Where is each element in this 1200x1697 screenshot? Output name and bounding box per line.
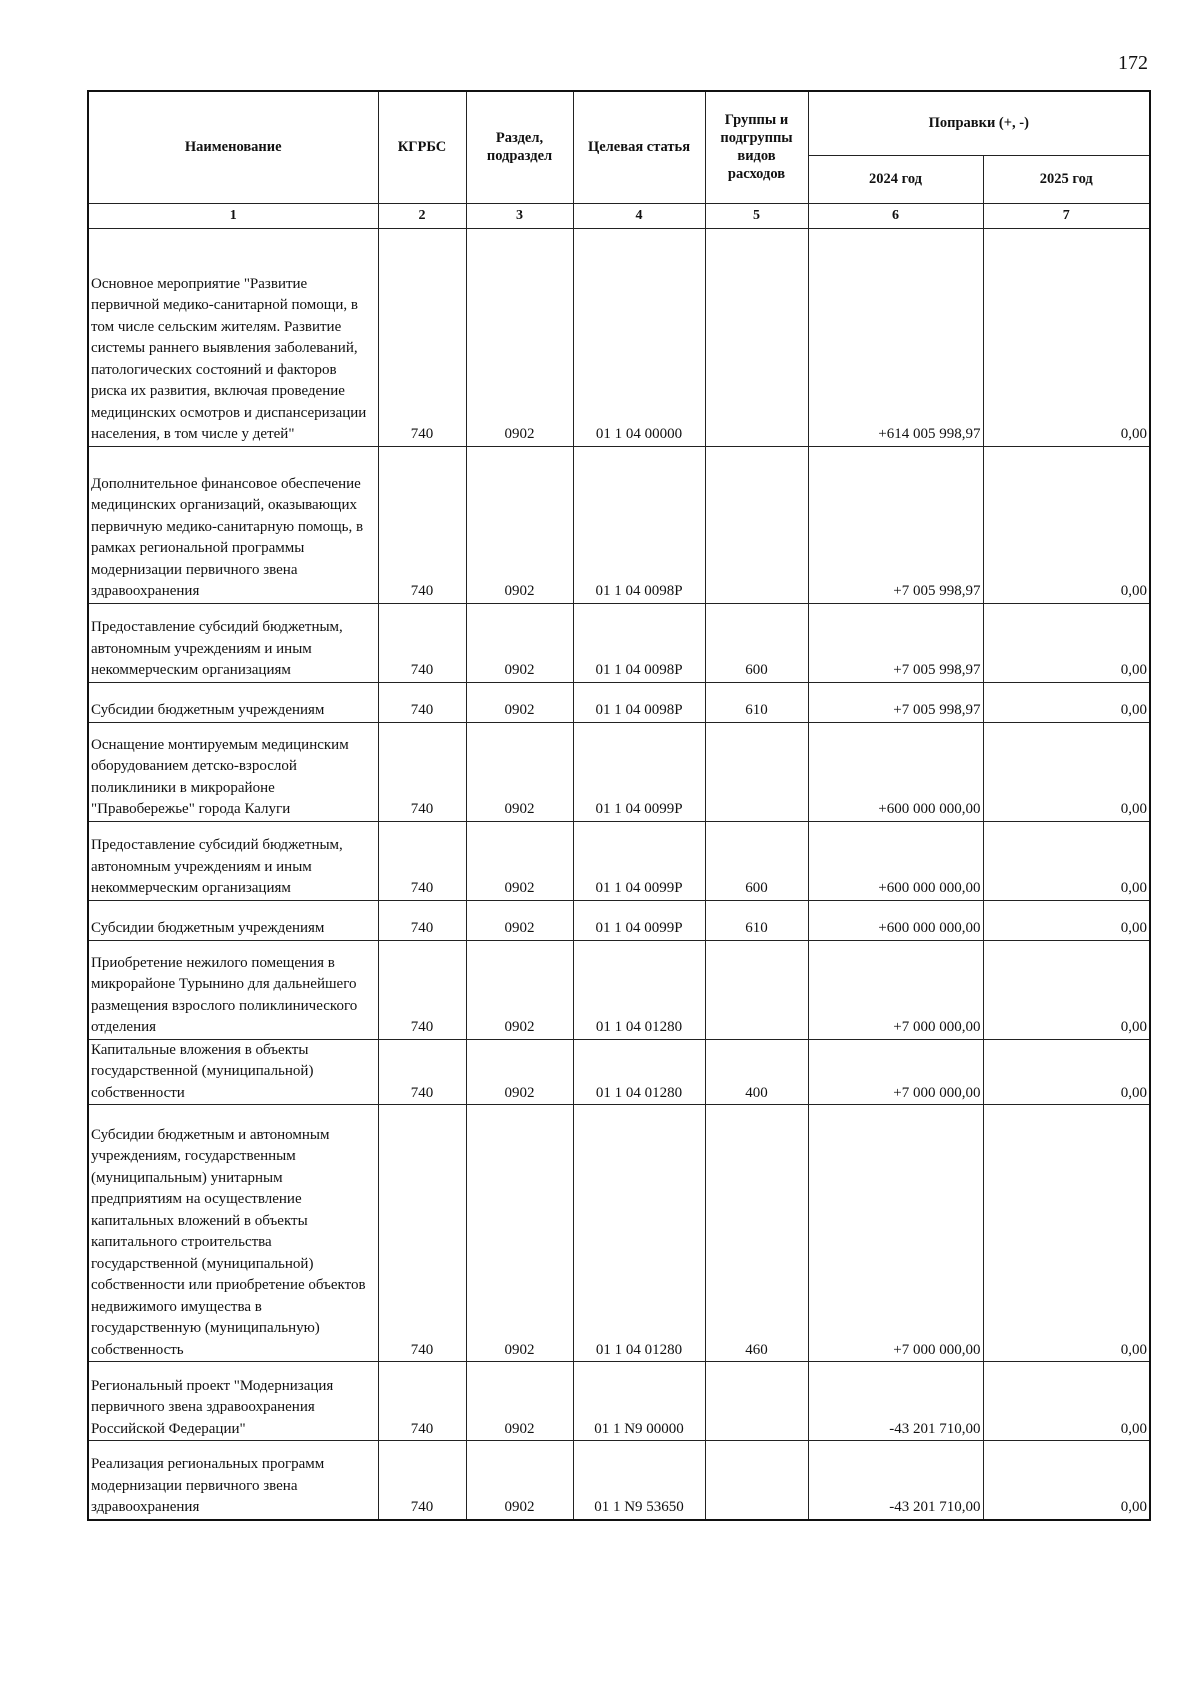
header-name: Наименование xyxy=(88,91,378,203)
cell-group xyxy=(705,940,808,1039)
cell-section: 0902 xyxy=(466,1441,573,1520)
table-row xyxy=(88,446,1150,603)
header-amendments: Поправки (+, -) xyxy=(808,91,1150,155)
table-row xyxy=(88,821,1150,900)
cell-y2024: -43 201 710,00 xyxy=(808,1362,983,1441)
header-section: Раздел, подраздел xyxy=(466,91,573,203)
cell-y2024: +600 000 000,00 xyxy=(808,722,983,821)
cell-kgrbs: 740 xyxy=(378,228,466,446)
table-row xyxy=(88,1362,1150,1441)
cell-name: Субсидии бюджетным учреждениям xyxy=(88,682,378,722)
cell-name: Дополнительное финансовое обеспечение медицинских организаций, оказывающих первичную медико-санитарную помощь, в рамках региональной программы модернизации первичного звена здравоохранения xyxy=(88,446,378,603)
cell-y2025: 0,00 xyxy=(983,821,1150,900)
cell-group: 600 xyxy=(705,603,808,682)
header-kgrbs: КГРБС xyxy=(378,91,466,203)
cell-kgrbs: 740 xyxy=(378,940,466,1039)
cell-name: Основное мероприятие "Развитие первичной медико-санитарной помощи, в том числе сельским жителям. Развитие системы раннего выявления заболеваний, патологических состояний и факторов риска их развития, включая проведение медицинских осмотров и диспансеризации населения, в том числе у детей" xyxy=(88,228,378,446)
column-number: 5 xyxy=(705,203,808,228)
cell-target: 01 1 04 0099P xyxy=(573,821,705,900)
cell-target: 01 1 04 0098P xyxy=(573,446,705,603)
cell-name: Субсидии бюджетным учреждениям xyxy=(88,900,378,940)
cell-target: 01 1 04 0098P xyxy=(573,603,705,682)
header-year-2025: 2025 год xyxy=(983,155,1150,203)
cell-y2025: 0,00 xyxy=(983,900,1150,940)
table-row xyxy=(88,900,1150,940)
cell-y2025: 0,00 xyxy=(983,722,1150,821)
cell-target: 01 1 04 0098P xyxy=(573,682,705,722)
column-number: 7 xyxy=(983,203,1150,228)
cell-group: 460 xyxy=(705,1105,808,1362)
cell-section: 0902 xyxy=(466,1362,573,1441)
cell-kgrbs: 740 xyxy=(378,821,466,900)
cell-section: 0902 xyxy=(466,1039,573,1105)
header-target: Целевая статья xyxy=(573,91,705,203)
cell-group xyxy=(705,722,808,821)
cell-y2024: +7 000 000,00 xyxy=(808,1105,983,1362)
column-number: 2 xyxy=(378,203,466,228)
cell-y2025: 0,00 xyxy=(983,1039,1150,1105)
column-numbers-row xyxy=(88,203,1150,228)
table-row xyxy=(88,1039,1150,1105)
cell-name: Капитальные вложения в объекты государственной (муниципальной) собственности xyxy=(88,1039,378,1105)
cell-name: Приобретение нежилого помещения в микрорайоне Турынино для дальнейшего размещения взрослого поликлинического отделения xyxy=(88,940,378,1039)
cell-group xyxy=(705,1362,808,1441)
cell-kgrbs: 740 xyxy=(378,722,466,821)
cell-y2024: -43 201 710,00 xyxy=(808,1441,983,1520)
cell-kgrbs: 740 xyxy=(378,682,466,722)
cell-section: 0902 xyxy=(466,228,573,446)
cell-group xyxy=(705,446,808,603)
cell-section: 0902 xyxy=(466,821,573,900)
cell-y2024: +7 000 000,00 xyxy=(808,940,983,1039)
cell-target: 01 1 04 00000 xyxy=(573,228,705,446)
cell-y2025: 0,00 xyxy=(983,446,1150,603)
column-number: 6 xyxy=(808,203,983,228)
cell-kgrbs: 740 xyxy=(378,1441,466,1520)
cell-y2025: 0,00 xyxy=(983,228,1150,446)
cell-y2024: +7 005 998,97 xyxy=(808,603,983,682)
cell-target: 01 1 N9 00000 xyxy=(573,1362,705,1441)
header-groups: Группы и подгруппы видов расходов xyxy=(705,91,808,203)
cell-section: 0902 xyxy=(466,1105,573,1362)
header-year-2024: 2024 год xyxy=(808,155,983,203)
cell-group: 400 xyxy=(705,1039,808,1105)
cell-target: 01 1 N9 53650 xyxy=(573,1441,705,1520)
cell-y2025: 0,00 xyxy=(983,603,1150,682)
cell-target: 01 1 04 0099P xyxy=(573,900,705,940)
cell-kgrbs: 740 xyxy=(378,603,466,682)
cell-name: Региональный проект "Модернизация первичного звена здравоохранения Российской Федерации" xyxy=(88,1362,378,1441)
cell-target: 01 1 04 01280 xyxy=(573,940,705,1039)
cell-kgrbs: 740 xyxy=(378,446,466,603)
cell-section: 0902 xyxy=(466,722,573,821)
cell-y2024: +600 000 000,00 xyxy=(808,900,983,940)
table-row xyxy=(88,228,1150,446)
cell-group: 610 xyxy=(705,900,808,940)
cell-target: 01 1 04 0099P xyxy=(573,722,705,821)
cell-name: Реализация региональных программ модернизации первичного звена здравоохранения xyxy=(88,1441,378,1520)
cell-y2025: 0,00 xyxy=(983,940,1150,1039)
column-number: 3 xyxy=(466,203,573,228)
cell-y2024: +614 005 998,97 xyxy=(808,228,983,446)
table-row xyxy=(88,722,1150,821)
cell-y2025: 0,00 xyxy=(983,1441,1150,1520)
cell-kgrbs: 740 xyxy=(378,1105,466,1362)
table-row xyxy=(88,1105,1150,1362)
cell-y2024: +7 000 000,00 xyxy=(808,1039,983,1105)
cell-group xyxy=(705,228,808,446)
cell-kgrbs: 740 xyxy=(378,1362,466,1441)
cell-section: 0902 xyxy=(466,446,573,603)
cell-target: 01 1 04 01280 xyxy=(573,1039,705,1105)
cell-section: 0902 xyxy=(466,682,573,722)
budget-amendments-table xyxy=(87,90,1151,1521)
cell-section: 0902 xyxy=(466,940,573,1039)
table-row xyxy=(88,1441,1150,1520)
cell-y2024: +7 005 998,97 xyxy=(808,682,983,722)
cell-group xyxy=(705,1441,808,1520)
table-row xyxy=(88,940,1150,1039)
cell-target: 01 1 04 01280 xyxy=(573,1105,705,1362)
cell-name: Предоставление субсидий бюджетным, автономным учреждениям и иным некоммерческим организациям xyxy=(88,821,378,900)
table-row xyxy=(88,682,1150,722)
cell-section: 0902 xyxy=(466,900,573,940)
cell-y2025: 0,00 xyxy=(983,682,1150,722)
table-row xyxy=(88,603,1150,682)
cell-y2024: +7 005 998,97 xyxy=(808,446,983,603)
cell-name: Оснащение монтируемым медицинским оборудованием детско-взрослой поликлиники в микрорайоне "Правобережье" города Калуги xyxy=(88,722,378,821)
cell-section: 0902 xyxy=(466,603,573,682)
cell-kgrbs: 740 xyxy=(378,900,466,940)
cell-name: Субсидии бюджетным и автономным учреждениям, государственным (муниципальным) унитарным предприятиям на осуществление капитальных вложений в объекты капитального строительства государственной (муниципальной) собственности или приобретение объектов недвижимого имущества в государственную (муниципальную) собственность xyxy=(88,1105,378,1362)
cell-kgrbs: 740 xyxy=(378,1039,466,1105)
cell-name: Предоставление субсидий бюджетным, автономным учреждениям и иным некоммерческим организациям xyxy=(88,603,378,682)
page-number: 172 xyxy=(1118,52,1148,74)
cell-group: 600 xyxy=(705,821,808,900)
column-number: 1 xyxy=(88,203,378,228)
cell-group: 610 xyxy=(705,682,808,722)
cell-y2025: 0,00 xyxy=(983,1105,1150,1362)
cell-y2025: 0,00 xyxy=(983,1362,1150,1441)
cell-y2024: +600 000 000,00 xyxy=(808,821,983,900)
column-number: 4 xyxy=(573,203,705,228)
